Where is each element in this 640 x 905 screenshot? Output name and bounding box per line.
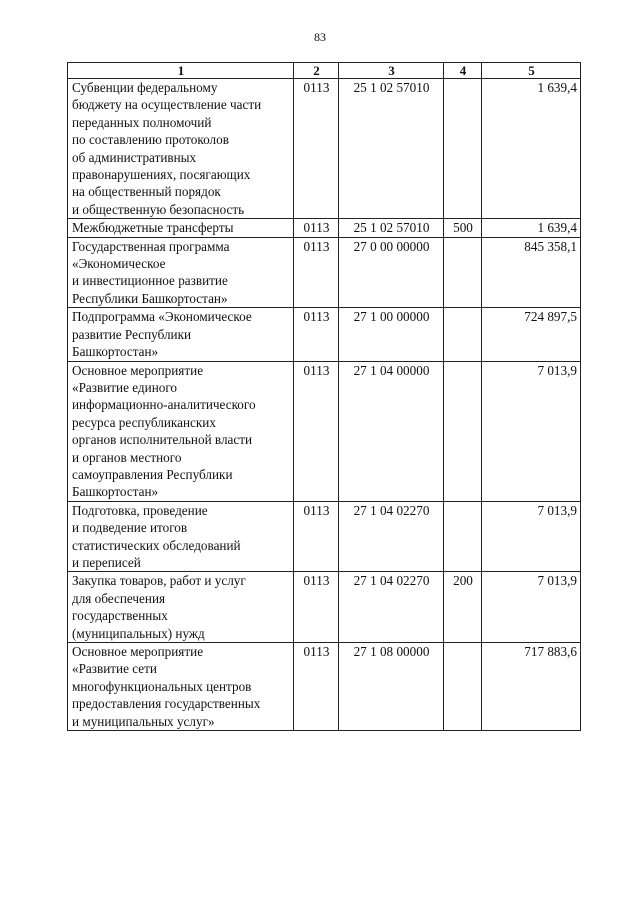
cell-name-line: на общественный порядок (72, 184, 221, 200)
cell-name-line: и переписей (72, 554, 141, 570)
cell-section: 0113 (294, 361, 339, 501)
cell-name (68, 237, 294, 308)
cell-name-line: самоуправления Республики (72, 466, 233, 482)
cell-name (68, 308, 294, 361)
cell-amount: 7 013,9 (482, 501, 581, 572)
cell-name-line: и общественную безопасность (72, 201, 245, 217)
cell-expense-type (444, 643, 482, 731)
page-number: 83 (314, 30, 326, 44)
cell-name-line: Башкортостан» (72, 484, 159, 500)
table-row (68, 643, 581, 731)
cell-expense-type: 200 (444, 572, 482, 643)
cell-name-line: переданных полномочий (72, 114, 212, 130)
cell-name-line: развитие Республики (72, 326, 192, 342)
cell-expense-type (444, 361, 482, 501)
cell-name (68, 361, 294, 501)
table-row (68, 501, 581, 572)
column-header-amount: 5 (482, 63, 581, 79)
column-header-target-article: 3 (339, 63, 444, 79)
cell-name-line: предоставления государственных (72, 696, 261, 712)
cell-name (68, 643, 294, 731)
table-row (68, 219, 581, 237)
cell-expense-type (444, 237, 482, 308)
cell-name (68, 219, 294, 237)
table-row (68, 308, 581, 361)
cell-name-line: бюджету на осуществление части (72, 97, 262, 113)
cell-name-line: статистических обследований (72, 537, 241, 553)
table-header-row (68, 63, 581, 79)
cell-name-line: и подведение итогов (72, 520, 188, 536)
cell-name (68, 572, 294, 643)
cell-amount: 7 013,9 (482, 572, 581, 643)
cell-name-line: «Экономическое (72, 256, 166, 272)
column-header-name: 1 (68, 63, 294, 79)
cell-name-line: органов исполнительной власти (72, 432, 253, 448)
cell-name-line: по составлению протоколов (72, 132, 229, 148)
cell-amount: 1 639,4 (482, 79, 581, 219)
cell-expense-type (444, 501, 482, 572)
cell-section: 0113 (294, 219, 339, 237)
cell-name-line: Подготовка, проведение (72, 502, 208, 518)
cell-target-article: 27 1 04 02270 (339, 572, 444, 643)
cell-section: 0113 (294, 572, 339, 643)
cell-name-line: Межбюджетные трансферты (72, 220, 234, 236)
cell-name-line: «Развитие сети (72, 661, 157, 677)
cell-section: 0113 (294, 237, 339, 308)
cell-name-line: Государственная программа (72, 238, 230, 254)
cell-section: 0113 (294, 501, 339, 572)
cell-expense-type: 500 (444, 219, 482, 237)
cell-name-line: Субвенции федеральному (72, 80, 218, 95)
cell-name-line: правонарушениях, посягающих (72, 167, 251, 183)
cell-name-line: Основное мероприятие (72, 644, 204, 659)
cell-target-article: 27 1 04 02270 (339, 501, 444, 572)
cell-name-line: Закупка товаров, работ и услуг (72, 573, 246, 589)
cell-target-article: 27 1 00 00000 (339, 308, 444, 361)
cell-name-line: Основное мероприятие (72, 362, 204, 378)
cell-section: 0113 (294, 643, 339, 731)
cell-amount: 845 358,1 (482, 237, 581, 308)
cell-name-line: для обеспечения (72, 590, 166, 606)
cell-name-line: и муниципальных услуг» (72, 713, 215, 729)
cell-name-line: «Развитие единого (72, 379, 178, 395)
cell-name-line: государственных (72, 608, 168, 624)
cell-name-line: Башкортостан» (72, 344, 159, 360)
cell-target-article: 25 1 02 57010 (339, 79, 444, 219)
column-header-section: 2 (294, 63, 339, 79)
cell-target-article: 27 0 00 00000 (339, 237, 444, 308)
cell-name-line: и инвестиционное развитие (72, 273, 228, 289)
cell-expense-type (444, 308, 482, 361)
cell-amount: 724 897,5 (482, 308, 581, 361)
cell-section: 0113 (294, 308, 339, 361)
cell-target-article: 27 1 04 00000 (339, 361, 444, 501)
cell-amount: 7 013,9 (482, 361, 581, 501)
table-body (68, 79, 581, 731)
cell-name-line: многофункциональных центров (72, 678, 252, 694)
cell-target-article: 25 1 02 57010 (339, 219, 444, 237)
cell-name-line: и органов местного (72, 449, 182, 465)
cell-name-line: информационно-аналитического (72, 397, 256, 413)
cell-name (68, 501, 294, 572)
cell-amount: 717 883,6 (482, 643, 581, 731)
table-row (68, 361, 581, 501)
cell-name-line: (муниципальных) нужд (72, 625, 205, 641)
budget-table (67, 62, 581, 731)
cell-amount: 1 639,4 (482, 219, 581, 237)
cell-name-line: Республики Башкортостан» (72, 290, 228, 306)
cell-name-line: ресурса республиканских (72, 414, 216, 430)
table-row (68, 237, 581, 308)
table-row (68, 79, 581, 219)
cell-expense-type (444, 79, 482, 219)
cell-name-line: об административных (72, 149, 197, 165)
cell-name-line: Подпрограмма «Экономическое (72, 309, 252, 325)
cell-target-article: 27 1 08 00000 (339, 643, 444, 731)
table-row (68, 572, 581, 643)
column-header-expense-type: 4 (444, 63, 482, 79)
cell-section: 0113 (294, 79, 339, 219)
cell-name (68, 79, 294, 219)
